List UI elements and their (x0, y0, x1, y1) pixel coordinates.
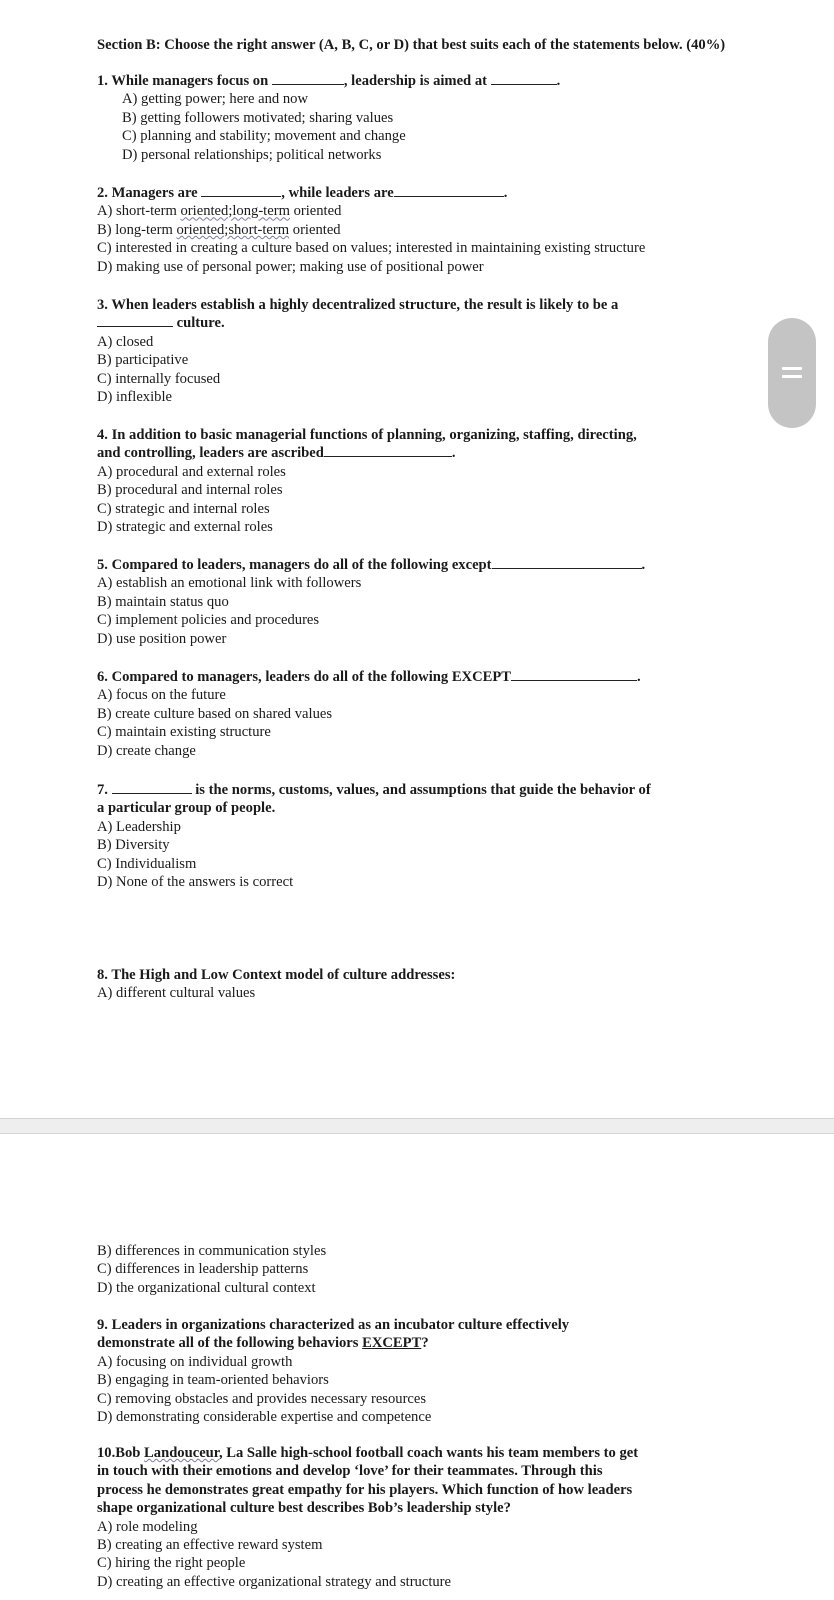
option-a: A) getting power; here and now (122, 91, 309, 108)
question-8-stem: 8. The High and Low Context model of culture addresses: (97, 967, 456, 983)
option-d: D) demonstrating considerable expertise and competence (97, 1409, 432, 1426)
question-1-stem: 1. While managers focus on , leadership is aimed at . (97, 73, 561, 89)
option-d: D) the organizational cultural context (97, 1279, 316, 1296)
option-c: C) internally focused (97, 370, 221, 387)
option-a: A) short-term oriented;long-term oriented (97, 203, 342, 220)
option-c: C) maintain existing structure (97, 724, 271, 741)
question-7-stem-line2: a particular group of people. (97, 800, 276, 817)
option-d: D) creating an effective organizational strategy and structure (97, 1573, 452, 1590)
answer-blank (112, 781, 192, 794)
option-c: C) interested in creating a culture based on values; interested in maintaining existing structure (97, 240, 646, 257)
option-a: A) different cultural values (97, 985, 256, 1002)
option-a: A) Leadership (97, 818, 181, 835)
question-6 (97, 668, 747, 760)
question-5-stem: 5. Compared to leaders, managers do all of the following except . (97, 557, 646, 573)
question-1 (97, 72, 747, 164)
option-b: B) creating an effective reward system (97, 1537, 323, 1554)
question-10-stem-line3: process he demonstrates great empathy for his players. Which function of how leaders (97, 1481, 633, 1498)
option-c: C) planning and stability; movement and change (122, 128, 406, 145)
question-2 (97, 184, 747, 276)
answer-blank (491, 72, 557, 85)
option-d: D) inflexible (97, 389, 172, 406)
question-9-stem-line2: demonstrate all of the following behaviors EXCEPT? (97, 1335, 429, 1352)
option-d: D) strategic and external roles (97, 519, 273, 536)
option-d: D) personal relationships; political networks (122, 146, 382, 163)
document-page-2 (0, 1134, 834, 1600)
option-b: B) getting followers motivated; sharing values (122, 109, 394, 126)
answer-blank (511, 668, 637, 681)
option-a: A) focusing on individual growth (97, 1353, 293, 1370)
question-10-stem: 10.Bob Landouceur, La Salle high-school football coach wants his team members to get (97, 1445, 639, 1461)
option-b: B) participative (97, 352, 189, 369)
option-b: B) maintain status quo (97, 593, 229, 610)
question-8-continued (97, 1242, 747, 1297)
option-b: B) differences in communication styles (97, 1243, 327, 1259)
grip-line-icon (782, 375, 802, 378)
option-c: C) removing obstacles and provides necessary resources (97, 1390, 427, 1407)
option-a: A) focus on the future (97, 687, 226, 704)
question-5 (97, 556, 747, 648)
option-d: D) create change (97, 742, 196, 759)
question-9-stem: 9. Leaders in organizations characterized as an incubator culture effectively (97, 1317, 570, 1333)
option-b: B) engaging in team-oriented behaviors (97, 1372, 329, 1389)
question-10-stem-line2: in touch with their emotions and develop ‘love’ for their teammates. Through this (97, 1463, 603, 1480)
section-title: Section B: Choose the right answer (A, B, C, or D) that best suits each of the statements below. (40%) (97, 37, 726, 53)
question-6-stem: 6. Compared to managers, leaders do all of the following EXCEPT . (97, 669, 641, 685)
question-3-stem: 3. When leaders establish a highly decentralized structure, the result is likely to be a (97, 297, 619, 313)
answer-blank (272, 72, 344, 85)
option-d: D) use position power (97, 630, 227, 647)
answer-blank (97, 314, 173, 327)
option-c: C) differences in leadership patterns (97, 1261, 309, 1278)
question-2-stem: 2. Managers are , while leaders are . (97, 185, 508, 201)
option-c: C) implement policies and procedures (97, 612, 320, 629)
answer-blank (324, 444, 452, 457)
answer-blank (492, 556, 642, 569)
option-a: A) procedural and external roles (97, 463, 286, 480)
answer-blank (201, 184, 281, 197)
question-7 (97, 781, 747, 891)
option-c: C) strategic and internal roles (97, 500, 270, 517)
question-8 (97, 966, 747, 1003)
question-10 (97, 1444, 747, 1591)
option-b: B) procedural and internal roles (97, 482, 283, 499)
option-c: C) hiring the right people (97, 1555, 246, 1572)
question-3-stem-line2: culture. (97, 314, 747, 332)
question-4-stem-line2: and controlling, leaders are ascribed . (97, 445, 456, 462)
grip-line-icon (782, 367, 802, 370)
page-resize-handle[interactable] (768, 318, 816, 428)
question-7-stem: 7. is the norms, customs, values, and assumptions that guide the behavior of (97, 782, 651, 798)
answer-blank (394, 184, 504, 197)
option-a: A) closed (97, 333, 154, 350)
page-break (0, 1118, 834, 1134)
option-b: B) create culture based on shared values (97, 705, 333, 722)
option-b: B) long-term oriented;short-term oriented (97, 221, 341, 238)
option-c: C) Individualism (97, 855, 197, 872)
question-4-stem: 4. In addition to basic managerial functions of planning, organizing, staffing, directing, (97, 427, 637, 443)
option-d: D) making use of personal power; making use of positional power (97, 258, 484, 275)
option-b: B) Diversity (97, 837, 170, 854)
question-9 (97, 1316, 747, 1426)
question-3 (97, 296, 747, 406)
option-a: A) establish an emotional link with followers (97, 575, 362, 592)
question-10-stem-line4: shape organizational culture best describes Bob’s leadership style? (97, 1500, 511, 1517)
question-4 (97, 426, 747, 536)
option-a: A) role modeling (97, 1518, 198, 1535)
option-d: D) None of the answers is correct (97, 874, 294, 891)
